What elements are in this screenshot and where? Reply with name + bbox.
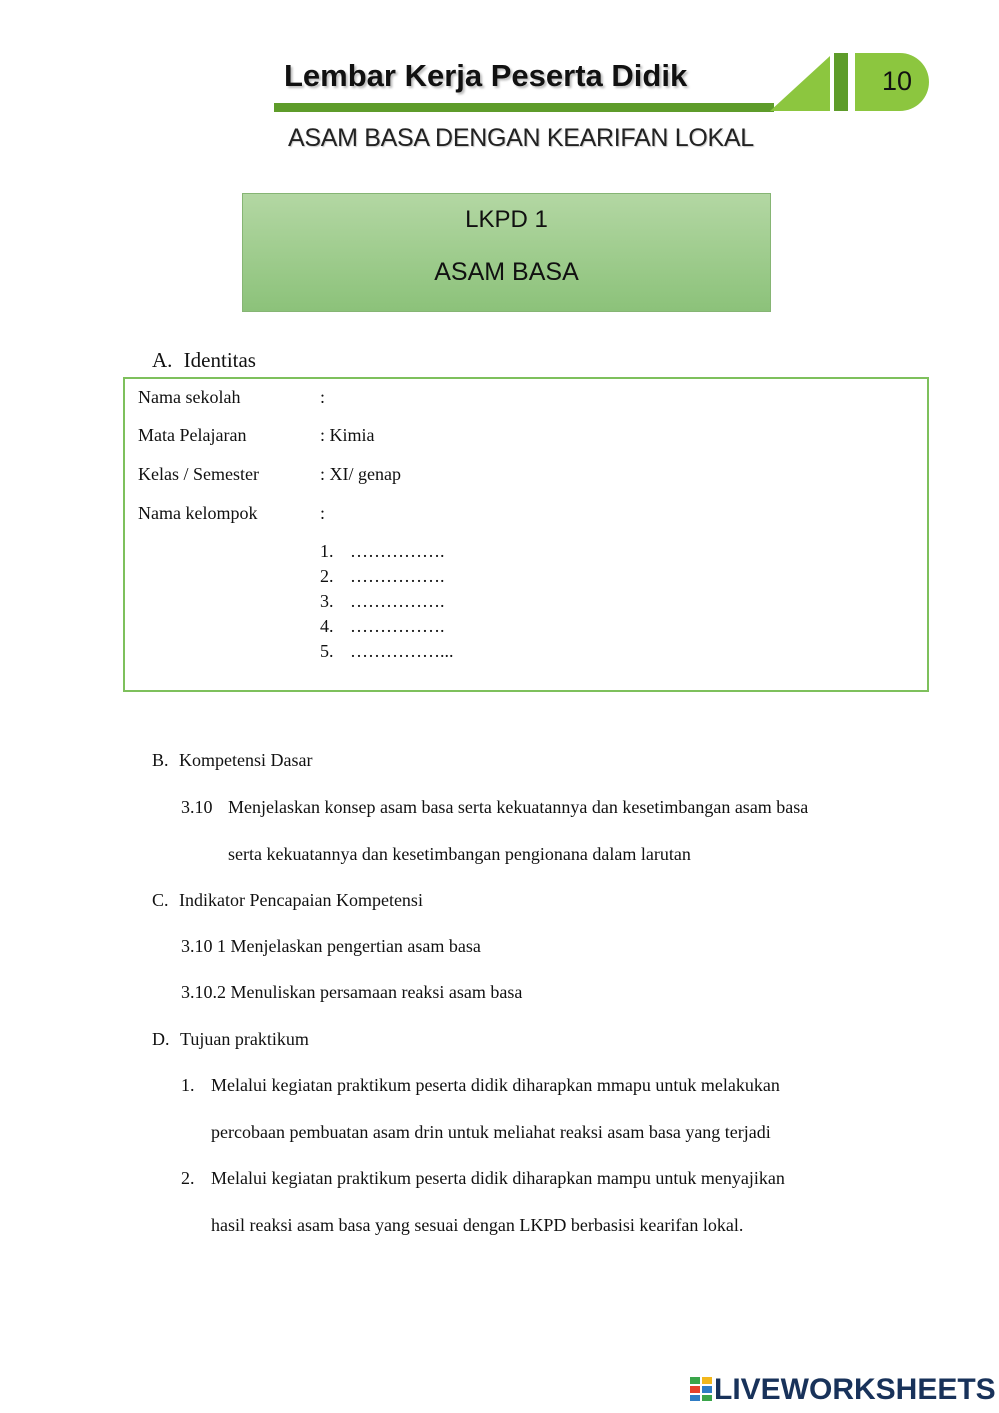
group-member-field[interactable] (320, 641, 454, 662)
indicator-item: 3.10 1 Menjelaskan pengertian asam basa (181, 936, 481, 956)
subject-value: : Kimia (320, 425, 375, 445)
member-blank: ……………. (350, 591, 445, 611)
lkpd-title-box (242, 193, 771, 312)
title-underline (274, 103, 774, 112)
watermark-text: LIVEWORKSHEETS (714, 1373, 996, 1406)
objective-text-line: Melalui kegiatan praktikum peserta didik diharapkan mampu untuk menyajikan (211, 1168, 785, 1188)
kd-text-line: serta kekuatannya dan kesetimbangan pengionana dalam larutan (228, 844, 691, 864)
group-member-field[interactable] (320, 616, 445, 637)
member-blank: ……………. (350, 566, 445, 586)
liveworksheets-logo (690, 1373, 996, 1407)
section-letter: B. (152, 750, 169, 770)
group-member-field[interactable] (320, 566, 445, 587)
member-blank: ……………... (350, 641, 454, 661)
section-c-heading (152, 890, 423, 911)
section-letter: D. (152, 1029, 170, 1049)
label-subject: Mata Pelajaran (138, 425, 247, 445)
section-b-heading (152, 750, 312, 771)
member-blank: ……………. (350, 541, 445, 561)
group-member-field[interactable] (320, 591, 445, 612)
label-class-semester: Kelas / Semester (138, 464, 259, 484)
lkpd-topic: ASAM BASA (434, 258, 579, 286)
section-letter: C. (152, 890, 169, 910)
section-title: Tujuan praktikum (180, 1029, 309, 1049)
class-semester-value: : XI/ genap (320, 464, 401, 484)
objective-text-line: percobaan pembuatan asam drin untuk meliahat reaksi asam basa yang terjadi (211, 1122, 771, 1142)
kd-text-line: Menjelaskan konsep asam basa serta kekuatannya dan kesetimbangan asam basa (228, 797, 809, 817)
member-number: 1. (320, 541, 334, 561)
section-title: Indikator Pencapaian Kompetensi (179, 890, 423, 910)
liveworksheets-icon (690, 1377, 712, 1401)
objective-number: 2. (181, 1168, 195, 1188)
label-group-name: Nama kelompok (138, 503, 258, 523)
section-letter: A. (152, 348, 173, 372)
member-number: 5. (320, 641, 334, 661)
section-a-heading (152, 348, 256, 373)
section-title: Identitas (183, 348, 256, 372)
school-name-field[interactable]: : (320, 387, 326, 407)
worksheet-title: Lembar Kerja Peserta Didik (284, 58, 688, 93)
member-blank: ……………. (350, 616, 445, 636)
member-number: 4. (320, 616, 334, 636)
lkpd-number: LKPD 1 (465, 206, 548, 233)
section-title: Kompetensi Dasar (179, 750, 313, 770)
identity-box (123, 377, 929, 692)
label-school-name: Nama sekolah (138, 387, 241, 407)
objective-number: 1. (181, 1075, 195, 1095)
member-number: 3. (320, 591, 334, 611)
section-d-heading (152, 1029, 309, 1050)
kd-code: 3.10 (181, 797, 213, 817)
page-number: 10 (881, 66, 913, 96)
group-member-field[interactable] (320, 541, 445, 562)
group-name-field[interactable]: : (320, 503, 326, 523)
objective-text-line: Melalui kegiatan praktikum peserta didik diharapkan mmapu untuk melakukan (211, 1075, 780, 1095)
worksheet-subtitle: ASAM BASA DENGAN KEARIFAN LOKAL (288, 124, 754, 152)
indicator-item: 3.10.2 Menuliskan persamaan reaksi asam basa (181, 982, 523, 1002)
member-number: 2. (320, 566, 334, 586)
objective-text-line: hasil reaksi asam basa yang sesuai dengan LKPD berbasisi kearifan lokal. (211, 1215, 744, 1235)
